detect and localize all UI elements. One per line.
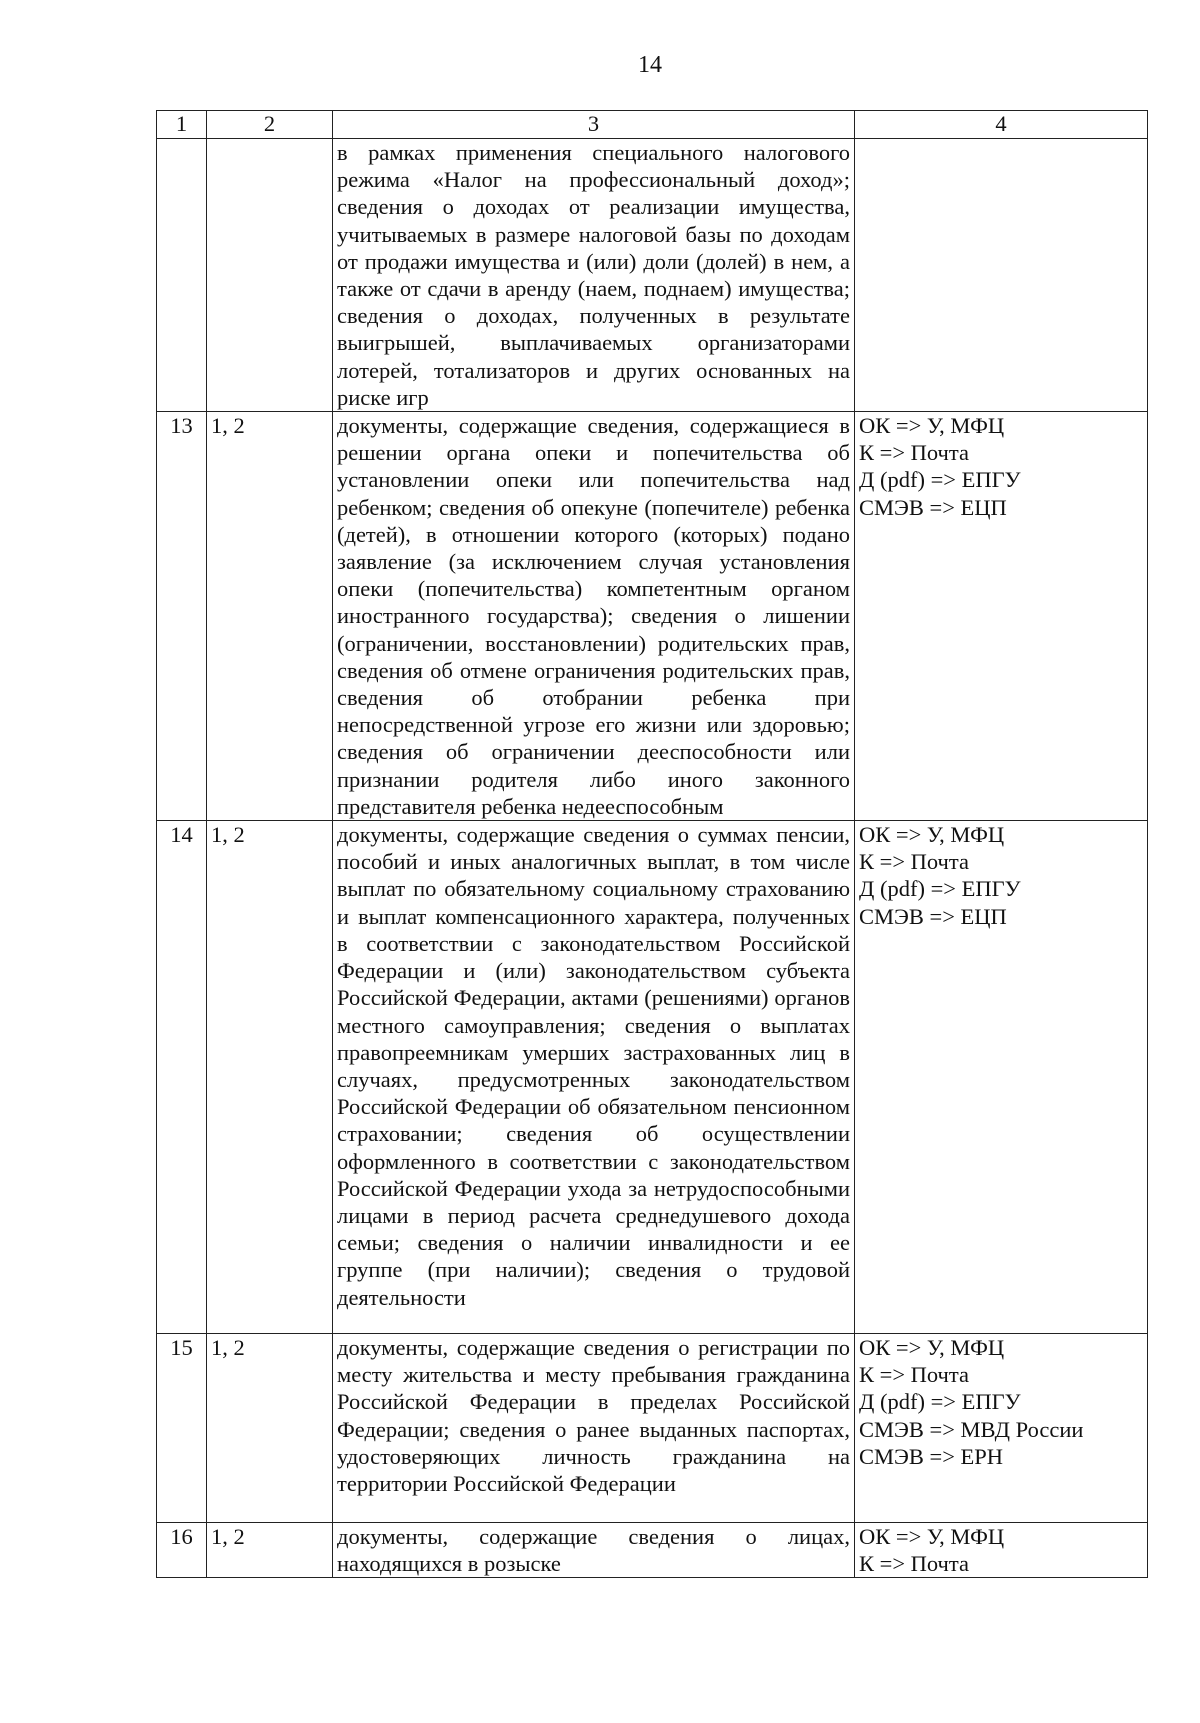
applicant-category-cell: 1, 2 — [207, 1523, 333, 1578]
submission-channels-cell — [855, 139, 1148, 412]
table-row — [157, 1523, 1148, 1578]
channel-item: ОК => У, МФЦ — [859, 1524, 1005, 1550]
channel-item: ОК => У, МФЦ — [859, 1335, 1005, 1361]
channel-item: ОК => У, МФЦ — [859, 413, 1005, 439]
row-number-cell: 16 — [157, 1523, 207, 1578]
submission-channels-cell — [855, 1523, 1148, 1578]
document-description-cell: документы, содержащие сведения о лицах, находящихся в розыске — [333, 1523, 855, 1578]
channel-item: К => Почта — [859, 440, 969, 466]
channel-item: Д (pdf) => ЕПГУ — [859, 467, 1021, 493]
page-number: 14 — [638, 52, 662, 78]
row-number-cell: 15 — [157, 1334, 207, 1523]
table-row — [157, 139, 1148, 412]
table-row — [157, 821, 1148, 1334]
row-number-cell: 14 — [157, 821, 207, 1334]
channel-item: Д (pdf) => ЕПГУ — [859, 876, 1021, 902]
table-row — [157, 1334, 1148, 1523]
header-cell-3: 3 — [333, 111, 855, 139]
document-description-cell: документы, содержащие сведения о регистрации по месту жительства и месту пребывания гражданина Российской Федерации в пределах Российской Федерации; сведения о ранее выданных паспортах, удостоверяющих личность гражданина на территории Российской Федерации — [333, 1334, 855, 1523]
submission-channels-cell — [855, 1334, 1148, 1523]
channel-item: СМЭВ => МВД России — [859, 1416, 1084, 1442]
channel-item: К => Почта — [859, 1551, 969, 1577]
document-description-cell: документы, содержащие сведения, содержащиеся в решении органа опеки и попечительства об установлении опеки или попечительства над ребенком; сведения об опекуне (попечителе) ребенка (детей), в отношении которого (которых) подано заявление (за исключением случая установления опеки (попечительства) компетентным органом иностранного государства); сведения о лишении (ограничении, восстановлении) родительских прав, сведения об отмене ограничения родительских прав, сведения об отобрании ребенка при непосредственной угрозе его жизни или здоровью; сведения об ограничении дееспособности или признании родителя либо иного законного представителя ребенка недееспособным — [333, 412, 855, 821]
channel-item: К => Почта — [859, 849, 969, 875]
table-row — [157, 412, 1148, 821]
document-description-cell: в рамках применения специального налогового режима «Налог на профессиональный доход»; сведения о доходах от реализации имущества, учитываемых в размере налоговой базы по доходам от продажи имущества и (или) доли (долей) в нем, а также от сдачи в аренду (наем, поднаем) имущества; сведения о доходах, полученных в результате выигрышей, выплачиваемых организаторами лотерей, тотализаторов и других основанных на риске игр — [333, 139, 855, 412]
channel-item: СМЭВ => ЕЦП — [859, 494, 1007, 520]
applicant-category-cell — [207, 139, 333, 412]
channel-item: К => Почта — [859, 1362, 969, 1388]
row-number-cell — [157, 139, 207, 412]
header-cell-2: 2 — [207, 111, 333, 139]
document-table — [156, 110, 1148, 1578]
header-cell-1: 1 — [157, 111, 207, 139]
applicant-category-cell: 1, 2 — [207, 412, 333, 821]
row-number-cell: 13 — [157, 412, 207, 821]
applicant-category-cell: 1, 2 — [207, 821, 333, 1334]
channel-item: Д (pdf) => ЕПГУ — [859, 1389, 1021, 1415]
table-header-row — [157, 111, 1148, 139]
header-cell-4: 4 — [855, 111, 1148, 139]
channel-item: СМЭВ => ЕРН — [859, 1443, 1004, 1469]
channel-item: ОК => У, МФЦ — [859, 822, 1005, 848]
channel-item: СМЭВ => ЕЦП — [859, 903, 1007, 929]
applicant-category-cell: 1, 2 — [207, 1334, 333, 1523]
submission-channels-cell — [855, 821, 1148, 1334]
document-description-cell: документы, содержащие сведения о суммах пенсии, пособий и иных аналогичных выплат, в том числе выплат по обязательному социальному страхованию и выплат компенсационного характера, полученных в соответствии с законодательством Российской Федерации и (или) законодательством субъекта Российской Федерации, актами (решениями) органов местного самоуправления; сведения о выплатах правопреемникам умерших застрахованных лиц в случаях, предусмотренных законодательством Российской Федерации об обязательном пенсионном страховании; сведения об осуществлении оформленного в соответствии с законодательством Российской Федерации ухода за нетрудоспособными лицами в период расчета среднедушевого дохода семьи; сведения о наличии инвалидности и ее группе (при наличии); сведения о трудовой деятельности — [333, 821, 855, 1334]
submission-channels-cell — [855, 412, 1148, 821]
